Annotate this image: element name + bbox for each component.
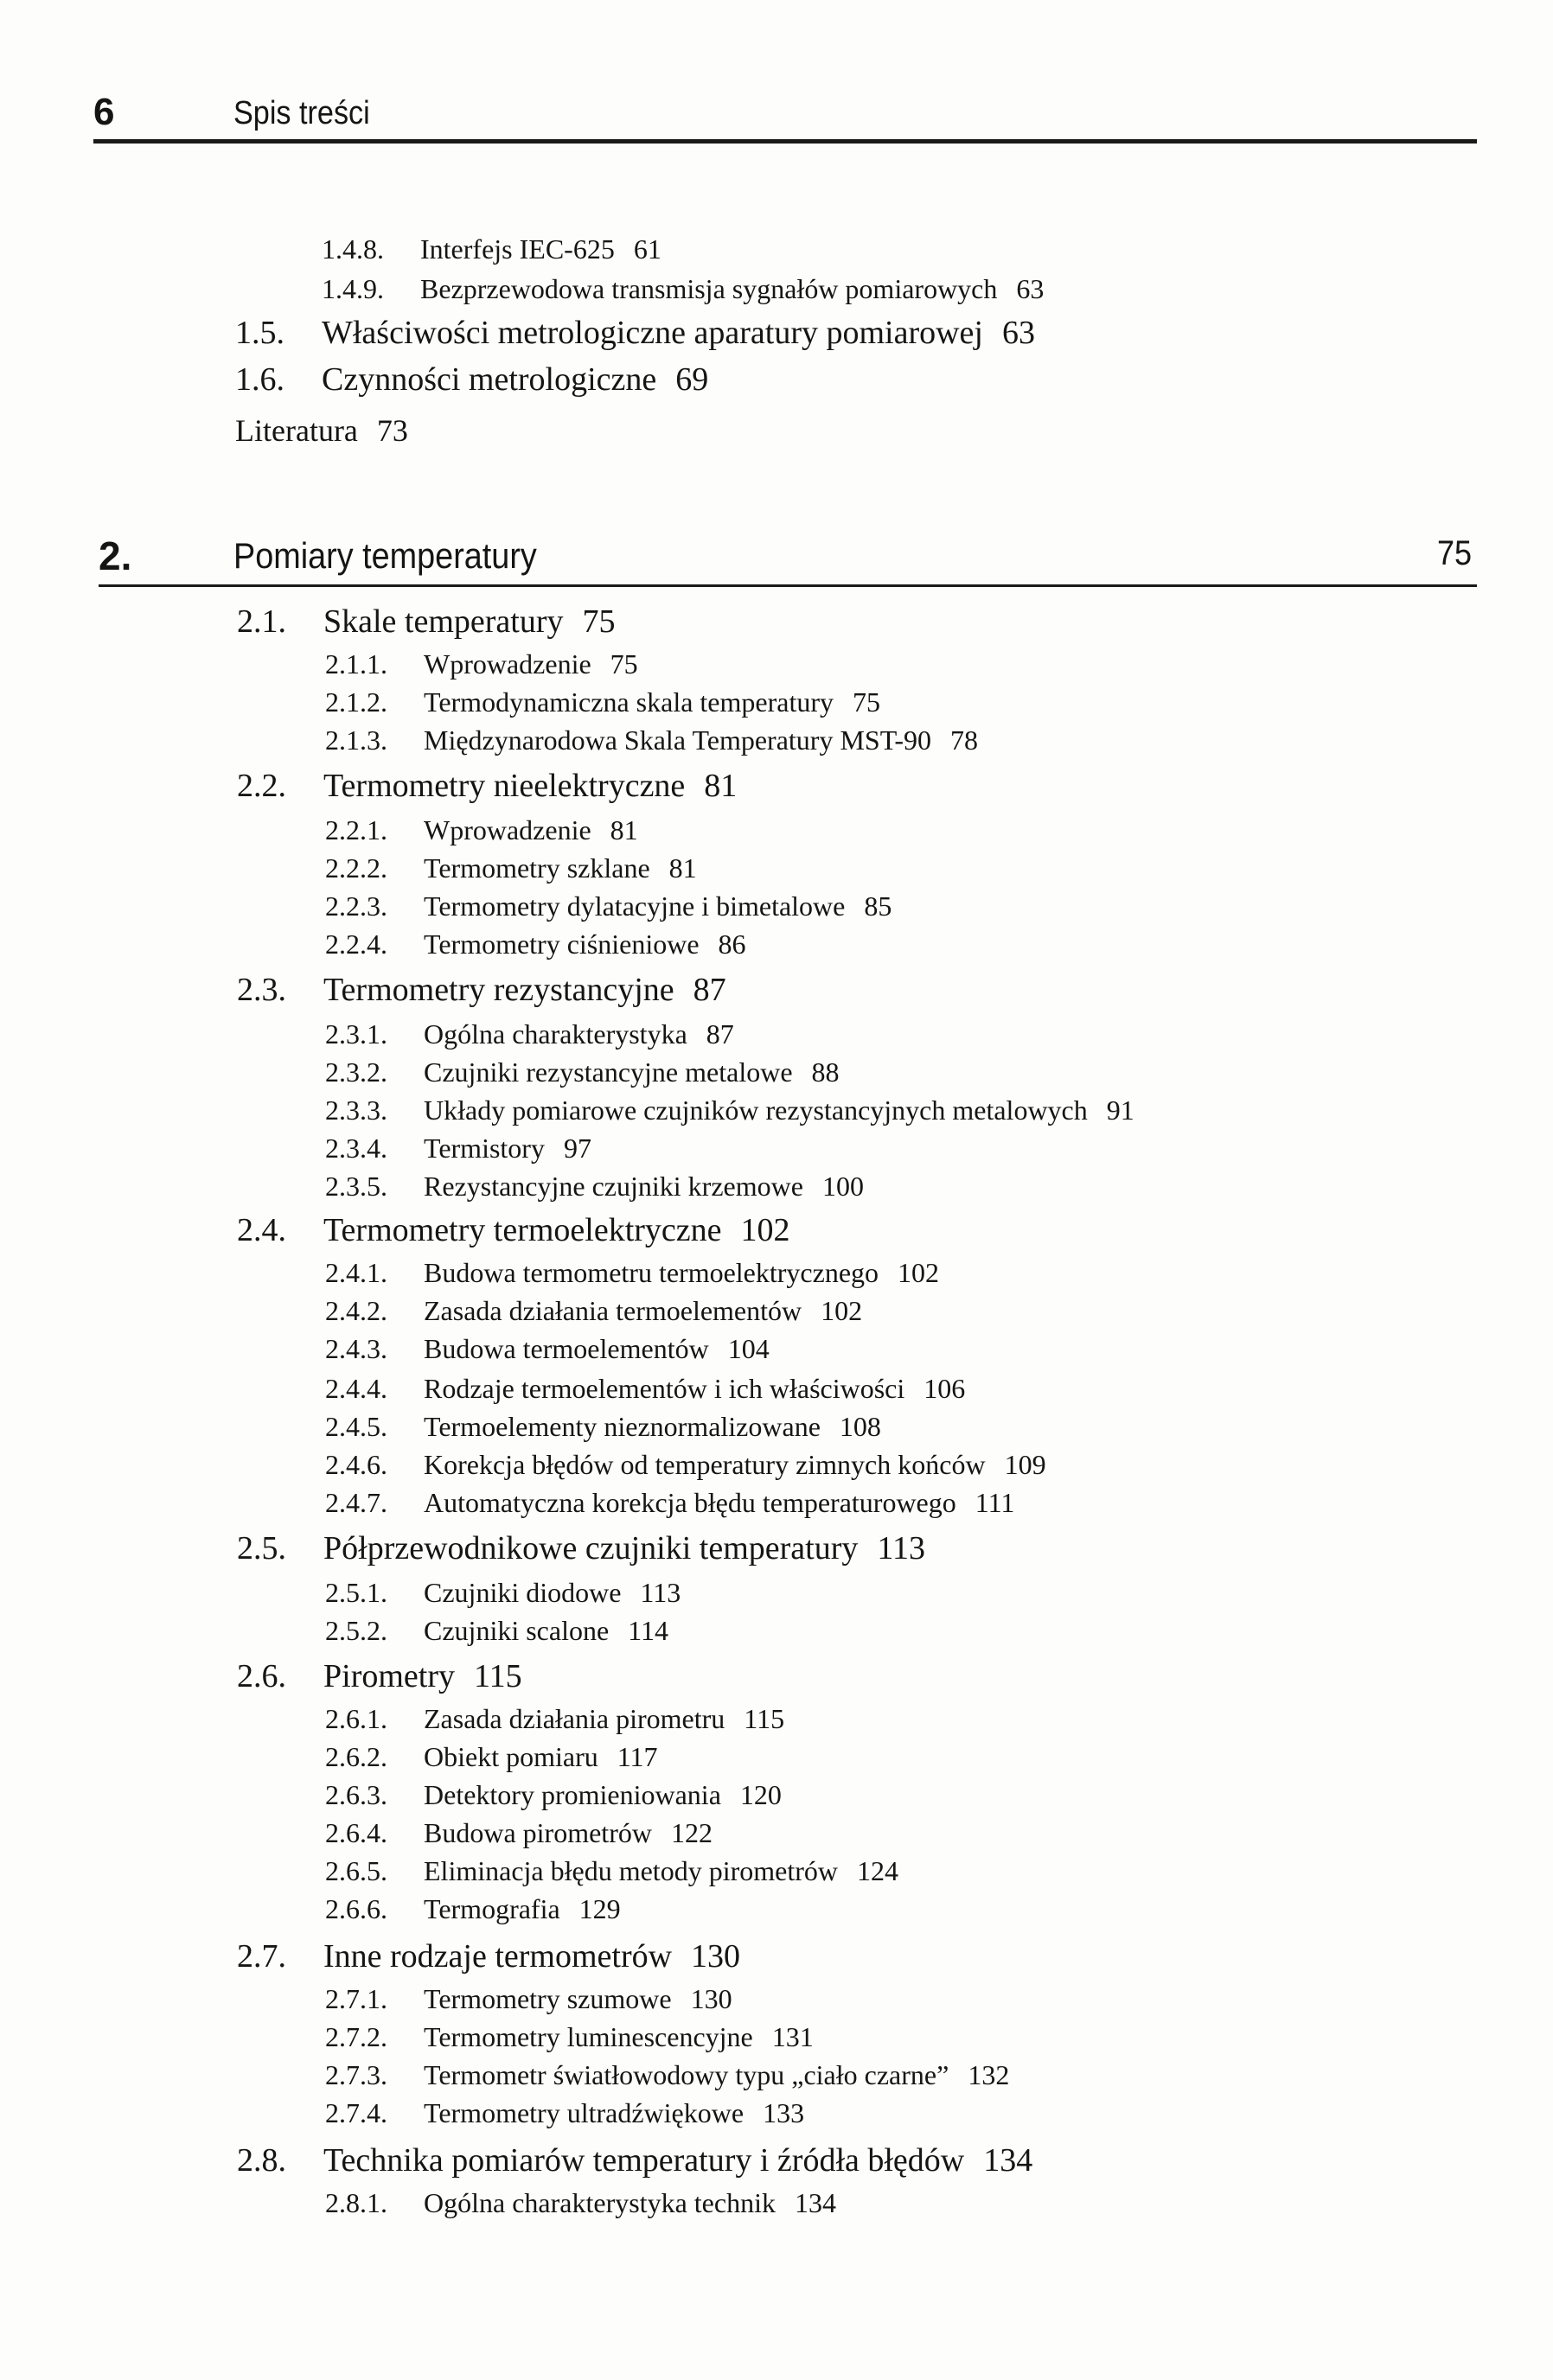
toc-title: Międzynarodowa Skala Temperatury MST-90 (424, 724, 931, 756)
toc-title: Termometry szklane (424, 852, 650, 884)
toc-number: 2.7.2. (325, 2021, 387, 2052)
toc-page: 75 (610, 648, 638, 680)
toc-page: 106 (923, 1373, 966, 1404)
toc-page: 134 (794, 2187, 836, 2218)
toc-page: 81 (610, 814, 638, 845)
toc-number: 2.4.3. (325, 1333, 387, 1364)
toc-number: 2.3.5. (325, 1171, 387, 1202)
toc-page: 132 (968, 2059, 1010, 2090)
toc-number: 2.2.2. (325, 852, 387, 884)
toc-number: 2.8. (237, 2142, 286, 2179)
toc-page: 81 (704, 768, 738, 804)
toc-page: 73 (376, 413, 408, 448)
toc-number: 2.6.3. (325, 1779, 387, 1810)
toc-title: Termistory (424, 1133, 545, 1164)
toc-number: 2.2.3. (325, 890, 387, 922)
toc-page: 100 (821, 1171, 864, 1202)
toc-title: Inne rodzaje termometrów (323, 1938, 673, 1975)
toc-number: 1.4.9. (322, 273, 384, 304)
toc-number: 2.4.5. (325, 1411, 387, 1442)
toc-number: 2.3. (237, 972, 286, 1008)
toc-title: Zasada działania pirometru (424, 1703, 725, 1734)
toc-page: 81 (668, 852, 697, 884)
toc-page: 102 (740, 1212, 790, 1248)
toc-number: 2.5.2. (325, 1615, 387, 1646)
page-number: 6 (93, 91, 115, 133)
toc-page: 88 (811, 1056, 840, 1088)
toc-title: Termoelementy nieznormalizowane (424, 1411, 821, 1442)
toc-page: 131 (771, 2021, 814, 2052)
toc-title: Termometry termoelektryczne (323, 1212, 722, 1248)
toc-page: 108 (839, 1411, 881, 1442)
toc-title: Termometry szumowe (424, 1983, 672, 2014)
toc-number: 2.4.6. (325, 1449, 387, 1480)
toc-title: Półprzewodnikowe czujniki temperatury (323, 1530, 859, 1566)
toc-title: Interfejs IEC-625 (420, 233, 615, 265)
toc-number: 2.4.2. (325, 1295, 387, 1326)
toc-title: Termometry rezystancyjne (323, 972, 674, 1008)
toc-page: 122 (670, 1817, 713, 1848)
toc-page: 115 (744, 1703, 785, 1734)
toc-number: 2.3.4. (325, 1133, 387, 1164)
toc-page: 102 (821, 1295, 863, 1326)
toc-number: 2.1.1. (325, 648, 387, 680)
toc-title: Czujniki scalone (424, 1615, 610, 1646)
toc-page: 87 (706, 1018, 734, 1050)
toc-number: 2.7. (237, 1938, 286, 1975)
toc-title: Wprowadzenie (424, 648, 591, 680)
toc-number: 2.2.4. (325, 928, 387, 960)
toc-page: 120 (739, 1779, 782, 1810)
header-rule (93, 139, 1477, 144)
toc-page: 85 (864, 890, 892, 922)
toc-page: 113 (640, 1577, 681, 1608)
toc-number: 2.2. (237, 768, 286, 804)
toc-number: 2.7.4. (325, 2097, 387, 2128)
toc-page: 133 (763, 2097, 805, 2128)
toc-number: 2.7.1. (325, 1983, 387, 2014)
toc-page: 129 (578, 1893, 621, 1924)
toc-title: Bezprzewodowa transmisja sygnałów pomiarowych (420, 273, 998, 304)
toc-title: Wprowadzenie (424, 814, 591, 845)
toc-page: 91 (1106, 1094, 1134, 1126)
toc-number: 1.6. (235, 361, 284, 398)
toc-title: Termometr światłowodowy typu „ciało czarne” (424, 2059, 949, 2090)
toc-title: Czujniki rezystancyjne metalowe (424, 1056, 793, 1088)
toc-title: Termodynamiczna skala temperatury (424, 686, 834, 718)
toc-title: Detektory promieniowania (424, 1779, 721, 1810)
running-title: Spis treści (233, 95, 370, 131)
chapter-rule (99, 584, 1477, 587)
toc-page: 69 (675, 361, 709, 398)
toc-title: Termometry ultradźwiękowe (424, 2097, 745, 2128)
toc-title: Eliminacja błędu metody pirometrów (424, 1855, 838, 1886)
toc-page: 113 (877, 1530, 925, 1566)
chapter-number: 2. (99, 533, 132, 578)
toc-number: 1.4.8. (322, 233, 384, 265)
toc-title: Ogólna charakterystyka (424, 1018, 687, 1050)
toc-page: 97 (563, 1133, 591, 1164)
toc-page: 63 (1001, 315, 1035, 351)
toc-number: 2.4.7. (325, 1487, 387, 1518)
toc-title: Rezystancyjne czujniki krzemowe (424, 1171, 803, 1202)
toc-title: Pirometry (323, 1658, 455, 1694)
toc-title: Budowa termoelementów (424, 1333, 709, 1364)
toc-number: 2.4.4. (325, 1373, 387, 1404)
toc-title: Termografia (424, 1893, 560, 1924)
chapter-page: 75 (1437, 534, 1473, 572)
toc-title: Budowa pirometrów (424, 1817, 652, 1848)
toc-number: 2.5.1. (325, 1577, 387, 1608)
toc-title: Układy pomiarowe czujników rezystancyjnych metalowych (424, 1094, 1088, 1126)
toc-page: 111 (975, 1487, 1015, 1518)
toc-number: 2.3.1. (325, 1018, 387, 1050)
toc-number: 2.1.3. (325, 724, 387, 756)
toc-number: 2.3.2. (325, 1056, 387, 1088)
toc-title: Rodzaje termoelementów i ich właściwości (424, 1373, 905, 1404)
toc-number: 2.2.1. (325, 814, 387, 845)
toc-number: 2.6.2. (325, 1741, 387, 1772)
toc-title: Budowa termometru termoelektrycznego (424, 1257, 879, 1288)
toc-title: Korekcja błędów od temperatury zimnych końców (424, 1449, 986, 1480)
toc-page: 86 (718, 928, 746, 960)
toc-page: 130 (690, 1983, 732, 2014)
toc-title: Zasada działania termoelementów (424, 1295, 802, 1326)
toc-title: Skale temperatury (323, 603, 564, 640)
toc-page: 63 (1016, 273, 1045, 304)
toc-number: 2.6.6. (325, 1893, 387, 1924)
toc-number: 2.1. (237, 603, 286, 640)
toc-page: 102 (898, 1257, 940, 1288)
toc-title: Automatyczna korekcja błędu temperaturowego (424, 1487, 956, 1518)
toc-title: Literatura (235, 413, 358, 448)
toc-title: Termometry luminescencyjne (424, 2021, 753, 2052)
toc-number: 2.8.1. (325, 2187, 387, 2218)
toc-page: 87 (693, 972, 726, 1008)
toc-page: 78 (949, 724, 978, 756)
toc-page: 130 (691, 1938, 741, 1975)
toc-title: Ogólna charakterystyka technik (424, 2187, 776, 2218)
toc-page: 114 (628, 1615, 668, 1646)
toc-title: Właściwości metrologiczne aparatury pomiarowej (322, 315, 983, 351)
toc-title: Czynności metrologiczne (322, 361, 657, 398)
toc-page: 104 (727, 1333, 770, 1364)
chapter-title: Pomiary temperatury (233, 535, 537, 576)
toc-page: 115 (473, 1658, 522, 1694)
toc-number: 2.5. (237, 1530, 286, 1566)
toc-entry-literatura (235, 415, 408, 446)
toc-page: 75 (853, 686, 880, 718)
toc-title: Termometry nieelektryczne (323, 768, 686, 804)
toc-page: 75 (582, 603, 616, 640)
toc-title: Termometry dylatacyjne i bimetalowe (424, 890, 846, 922)
toc-number: 2.7.3. (325, 2059, 387, 2090)
toc-number: 2.3.3. (325, 1094, 387, 1126)
toc-page: 117 (617, 1741, 658, 1772)
toc-page: 109 (1004, 1449, 1046, 1480)
toc-number: 2.6.4. (325, 1817, 387, 1848)
toc-title: Czujniki diodowe (424, 1577, 622, 1608)
toc-page: 61 (633, 233, 661, 265)
toc-number: 2.6.1. (325, 1703, 387, 1734)
toc-number: 2.6.5. (325, 1855, 387, 1886)
toc-number: 2.4. (237, 1212, 286, 1248)
toc-number: 2.1.2. (325, 686, 387, 718)
toc-title: Technika pomiarów temperatury i źródła błędów (323, 2142, 965, 2179)
toc-title: Obiekt pomiaru (424, 1741, 598, 1772)
toc-number: 2.4.1. (325, 1257, 387, 1288)
toc-number: 2.6. (237, 1658, 286, 1694)
toc-page: 134 (983, 2142, 1033, 2179)
toc-number: 1.5. (235, 315, 284, 351)
toc-title: Termometry ciśnieniowe (424, 928, 700, 960)
toc-page: 124 (856, 1855, 898, 1886)
